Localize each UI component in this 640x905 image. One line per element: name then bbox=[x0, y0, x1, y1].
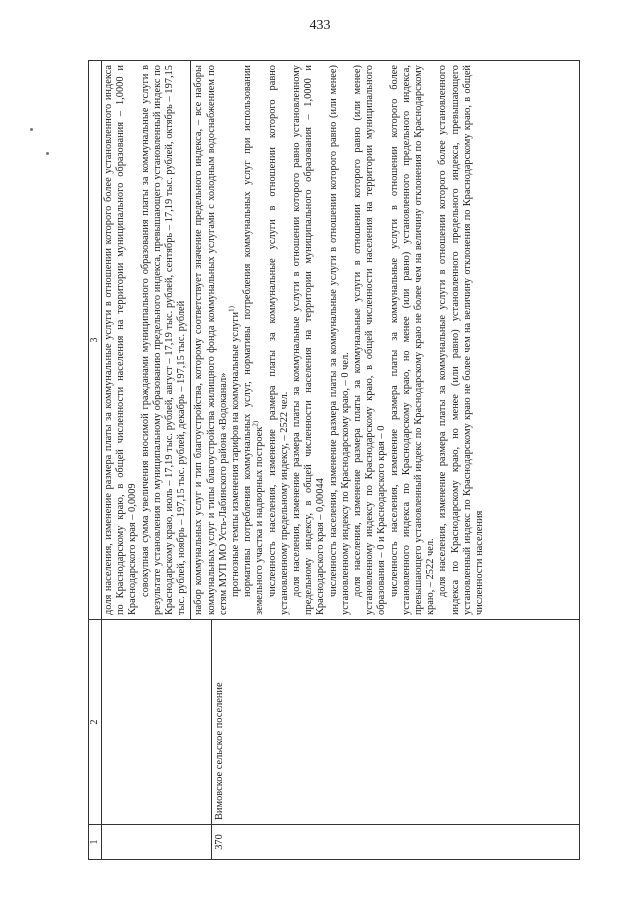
description-cell bbox=[102, 61, 580, 620]
continuation-paragraph: совокупная сумма увеличения вносимой гражданами муниципального образования платы за коммунальные услуги в результате установления по муниципальному образованию предельного индекса, превышающего установленный индекс по Краснодарскому краю, июль – 17,19 тыс. рублей, август – 17,19 тыс. рублей, сентябрь – 17,19 тыс. рублей, октябрь – 197,15 тыс. рублей, ноябрь – 197,15 тыс. рублей, декабрь – 197,15 тыс. рублей bbox=[139, 65, 188, 615]
settlement-name: Вимовское сельское поселение bbox=[211, 620, 226, 824]
row-number-text: 370 bbox=[211, 825, 226, 859]
header-col-2: 2 bbox=[89, 620, 102, 825]
row-paragraph: численность населения, изменение размера платы за коммунальные услуги в отношении которого равно установленному предельному индексу, – 2522 чел. bbox=[266, 65, 290, 615]
row-paragraph-text: нормативы потребления коммунальных услуг, нормативы потребления коммунальных услуг при использовании земельного участка и надворных построек bbox=[242, 65, 266, 615]
continuation-spacer bbox=[103, 829, 211, 855]
rotated-table bbox=[88, 60, 580, 860]
scan-speck bbox=[30, 128, 33, 131]
footnote-mark: 2) bbox=[251, 420, 260, 427]
row-paragraph: набор коммунальных услуг и тип благоустройства, которому соответствует значение предельного индекса, – все наборы коммунальных услуг и типы благоустройства жилищного фонда коммунальных услугами с холодным водоснабжением по сетям МУП МО Усть-Лабинского района «Водоканал» bbox=[193, 65, 229, 615]
footnote-mark: 1) bbox=[227, 306, 236, 312]
page-number: 433 bbox=[309, 18, 331, 33]
header-col-1: 1 bbox=[89, 825, 102, 860]
tariff-table bbox=[88, 60, 580, 860]
row-paragraph bbox=[227, 65, 242, 615]
row-paragraph: доля населения, изменение размера платы за коммунальные услуги в отношении которого равно установленному предельному индексу, в общей численности населения на территории муниципального образования – 1,0000 и Краснодарского края – 0,00044 bbox=[291, 65, 327, 615]
row-paragraph: доля населения, изменение размера платы за коммунальные услуги в отношении которого более установленного индекса по Краснодарскому краю, но менее (или равно) установленного предельного индекса, превышающего установленный индекс по Краснодарскому краю не более чем на величину отклонения по Краснодарскому краю, в общей численности населения bbox=[437, 65, 486, 615]
header-row bbox=[89, 61, 102, 860]
row-number bbox=[102, 825, 580, 860]
row-paragraph bbox=[242, 65, 266, 615]
continuation-spacer bbox=[103, 624, 211, 820]
header-col-3: 3 bbox=[89, 61, 102, 620]
table-row bbox=[102, 61, 580, 860]
continuation-paragraph: доля населения, изменение размера платы за коммунальные услуги в отношении которого более установленного индекса по Краснодарскому краю, в общей численности населения на территории муниципального образования – 1,0000 и Краснодарского края – 0,0009 bbox=[103, 65, 139, 615]
row-paragraph: численность населения, изменение размера платы за коммунальные услуги в отношении которого равно (или менее) установленному индексу по Краснодарскому краю, – 0 чел. bbox=[327, 65, 351, 615]
continuation-block bbox=[103, 61, 191, 619]
row-paragraph-text: прогнозные темпы изменения тарифов на коммунальные услуги bbox=[230, 311, 242, 597]
row-paragraph: численность населения, изменение размера платы за коммунальные услуги в отношении которого более установленного индекса по Краснодарскому краю, но менее (или равно) установленного предельного индекса, превышающего установленный индекс по Краснодарскому краю не более чем на величину отклонения по Краснодарскому краю, – 2522 чел. bbox=[388, 65, 437, 615]
scan-speck bbox=[46, 152, 49, 155]
settlement-cell bbox=[102, 620, 580, 825]
rotated-table-area bbox=[88, 60, 580, 860]
row-paragraph: доля населения, изменение размера платы за коммунальные услуги в отношении которого равно (или менее) установленному индексу по Краснодарскому краю, в общей численности населения на территории муниципального образования – 0 и Краснодарского края – 0 bbox=[352, 65, 388, 615]
